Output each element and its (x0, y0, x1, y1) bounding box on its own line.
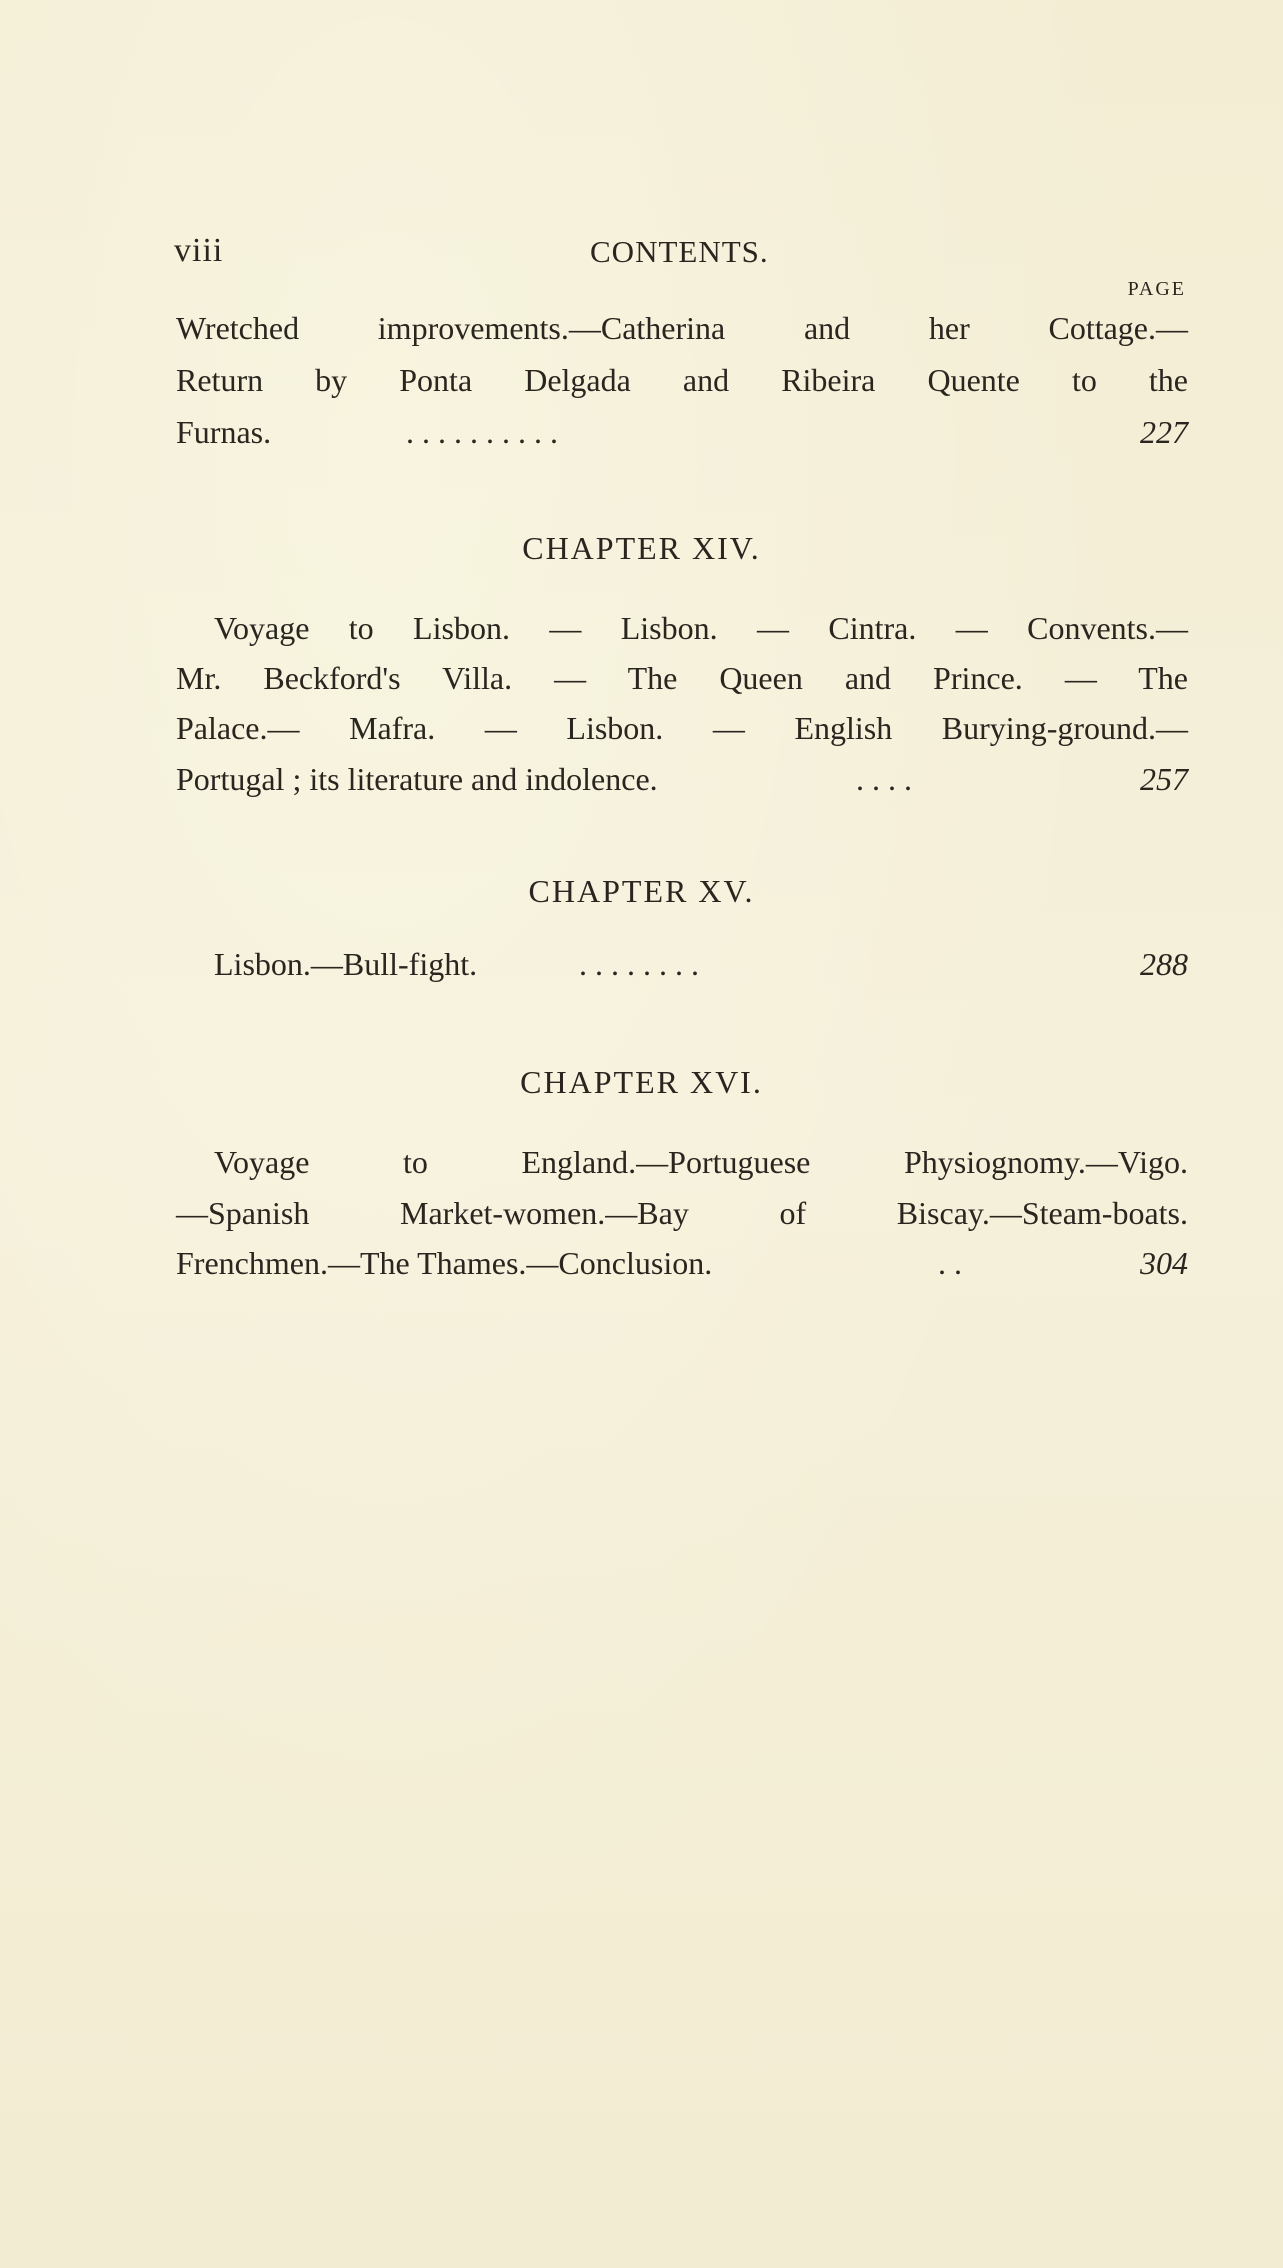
contents-line: Palace.— Mafra. — Lisbon. — English Burying-ground.— (176, 710, 1188, 746)
page-reference: 257 (1140, 761, 1188, 797)
entry-text: Furnas. (176, 414, 272, 450)
entry-text: Lisbon.—Bull-fight. (214, 946, 478, 982)
contents-line: Voyage to England.—Portuguese Physiognomy.—Vigo. (214, 1144, 1188, 1180)
chapter-heading: CHAPTER XV. (528, 873, 755, 909)
page-reference: 304 (1140, 1245, 1188, 1281)
dot-leader: . . . . . . . . . . (406, 414, 558, 450)
contents-line: Mr. Beckford's Villa. — The Queen and Prince. — The (176, 660, 1188, 696)
dot-leader: . . . . (856, 761, 912, 797)
page-reference: 227 (1140, 414, 1188, 450)
entry-text: Portugal ; its literature and indolence. (176, 761, 658, 797)
entry-text: Frenchmen.—The Thames.—Conclusion. (176, 1245, 713, 1281)
contents-entry-last-line (176, 759, 1188, 799)
contents-entry-last-line (214, 944, 1188, 984)
running-head-title: CONTENTS. (590, 234, 769, 269)
page-number-folio: viii (174, 232, 224, 269)
running-head (174, 232, 1186, 272)
contents-line: Return by Ponta Delgada and Ribeira Quente to the (176, 362, 1188, 398)
contents-entry-last-line (176, 1243, 1188, 1283)
contents-line: Voyage to Lisbon. — Lisbon. — Cintra. — Convents.— (214, 610, 1188, 646)
contents-line: —Spanish Market-women.—Bay of Biscay.—Steam-boats. (176, 1195, 1188, 1231)
dot-leader: . . (938, 1245, 962, 1281)
contents-entry-last-line (176, 412, 1188, 452)
page-reference: 288 (1140, 946, 1188, 982)
contents-line: Wretched improvements.—Catherina and her Cottage.— (176, 310, 1188, 346)
chapter-heading: CHAPTER XVI. (520, 1064, 763, 1100)
dot-leader: . . . . . . . . (579, 946, 699, 982)
page-column-label: PAGE (1127, 278, 1186, 300)
chapter-heading: CHAPTER XIV. (522, 530, 761, 566)
